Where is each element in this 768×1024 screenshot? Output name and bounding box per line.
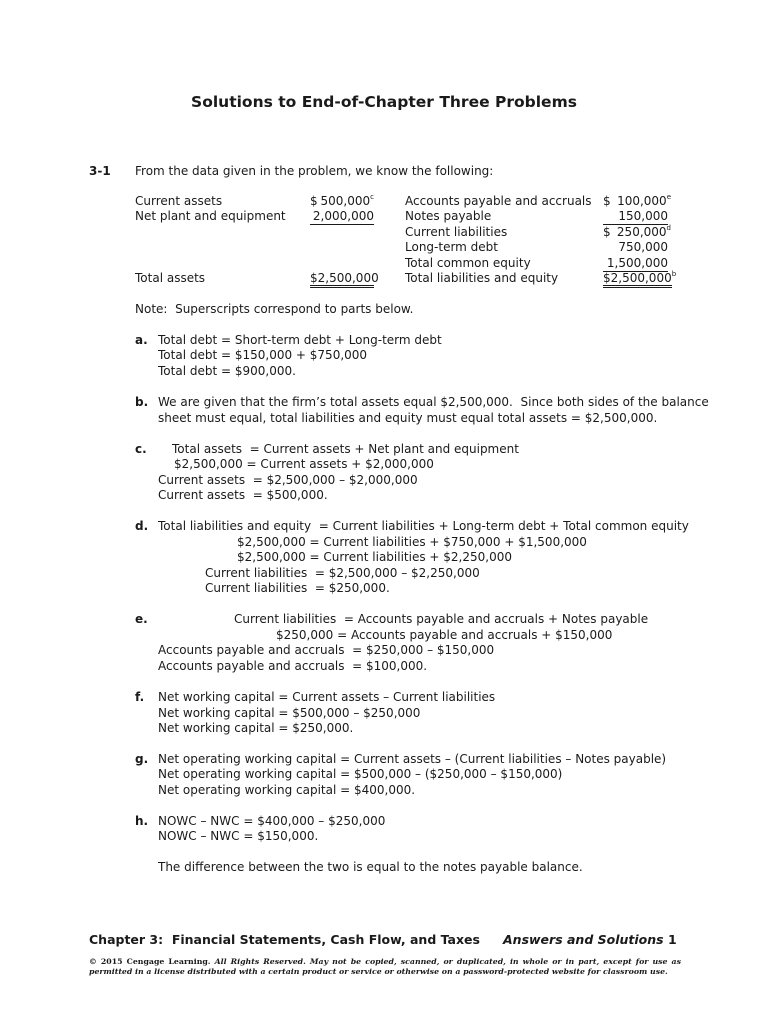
part-line: Total assets = Current assets + Net plant and equipment <box>172 442 519 456</box>
bs-right-value: 250,000$^d$ <box>616 224 671 239</box>
bs-superscript: c <box>370 193 374 201</box>
part-line: Total debt = $150,000 + $750,000 <box>158 348 368 362</box>
part-label: a. <box>135 333 148 347</box>
part-line: Net operating working capital = Current assets – (Current liabilities – Notes payable) <box>158 752 667 766</box>
bs-total-liabilities-value: $2,500,000$^b$ <box>603 271 671 286</box>
bs-right-label: Notes payable <box>405 209 492 223</box>
page-title: Solutions to End-of-Chapter Three Problems <box>191 93 577 111</box>
bs-total-assets-value: $2,500,000 <box>310 271 374 288</box>
bs-right-value: 1,500,000 <box>603 256 668 272</box>
part-line: Current assets = $500,000. <box>158 488 328 502</box>
part-line: We are given that the firm’s total assets equal $2,500,000. Since both sides of the balance <box>158 395 709 409</box>
part-line: Current liabilities = Accounts payable and accruals + Notes payable <box>234 612 649 626</box>
part-line: $250,000 = Accounts payable and accruals + $150,000 <box>276 628 613 642</box>
part-line: Net operating working capital = $400,000. <box>158 783 416 797</box>
bs-superscript: b <box>671 270 677 278</box>
bs-right-dollar: $ <box>603 225 611 239</box>
bs-superscript: d <box>666 224 671 232</box>
bs-left-dollar: $ <box>310 194 318 208</box>
part-line: Accounts payable and accruals = $100,000. <box>158 659 428 673</box>
part-conclusion: The difference between the two is equal to the notes payable balance. <box>158 860 583 874</box>
copyright-notice <box>89 957 681 977</box>
part-line: sheet must equal, total liabilities and equity must equal total assets = $2,500,000. <box>158 411 658 425</box>
bs-left-label: Net plant and equipment <box>135 209 286 223</box>
part-line: Total debt = Short-term debt + Long-term debt <box>158 333 442 347</box>
part-line: $2,500,000 = Current assets + $2,000,000 <box>174 457 434 471</box>
part-label: b. <box>135 395 149 409</box>
part-line: Total liabilities and equity = Current liabilities + Long-term debt + Total common equity <box>158 519 689 533</box>
part-line: Net working capital = $500,000 – $250,000 <box>158 706 421 720</box>
copyright-mark: © 2015 Cengage Learning. <box>89 957 211 966</box>
part-label: c. <box>135 442 147 456</box>
bs-superscript: e <box>666 193 671 201</box>
part-label: d. <box>135 519 149 533</box>
part-line: Net working capital = $250,000. <box>158 721 354 735</box>
problem-intro: From the data given in the problem, we know the following: <box>135 164 494 178</box>
bs-right-value: 100,000e <box>617 193 671 208</box>
bs-right-label: Current liabilities <box>405 225 508 239</box>
part-line: Total debt = $900,000. <box>158 364 296 378</box>
part-label: f. <box>135 690 145 704</box>
bs-right-value: 150,000 <box>603 209 668 225</box>
part-line: Accounts payable and accruals = $250,000 – $150,000 <box>158 643 495 657</box>
copyright-line <box>89 957 681 967</box>
part-line: $2,500,000 = Current liabilities + $750,000 + $1,500,000 <box>237 535 587 549</box>
footer-section: Answers and Solutions <box>503 932 664 947</box>
part-line: Current assets = $2,500,000 – $2,000,000 <box>158 473 418 487</box>
bs-right-label: Total common equity <box>405 256 531 270</box>
bs-right-label: Long-term debt <box>405 240 499 254</box>
bs-left-label: Total assets <box>135 271 206 285</box>
footer-page-number: 1 <box>668 932 677 947</box>
part-line: NOWC – NWC = $150,000. <box>158 829 319 843</box>
copyright-text: All Rights Reserved. May not be copied, scanned, or duplicated, in whole or in part, except for use as <box>214 957 681 966</box>
part-line: Net working capital = Current assets – Current liabilities <box>158 690 496 704</box>
part-line: Net operating working capital = $500,000 – ($250,000 – $150,000) <box>158 767 563 781</box>
part-label: g. <box>135 752 149 766</box>
part-label: e. <box>135 612 148 626</box>
part-line: Current liabilities = $2,500,000 – $2,250,000 <box>205 566 480 580</box>
bs-right-label: Total liabilities and equity <box>405 271 559 285</box>
note: Note: Superscripts correspond to parts below. <box>135 302 414 316</box>
copyright-line: permitted in a license distributed with a certain product or service or otherwise on a password-protected website for classroom use. <box>89 967 668 976</box>
part-line: Current liabilities = $250,000. <box>205 581 390 595</box>
bs-right-label: Accounts payable and accruals <box>405 194 592 208</box>
part-label: h. <box>135 814 149 828</box>
bs-left-value: 500,000$^c$ <box>320 193 374 208</box>
bs-left-value: 2,000,000 <box>310 209 374 225</box>
part-line: NOWC – NWC = $400,000 – $250,000 <box>158 814 386 828</box>
bs-right-value: 750,000 <box>618 240 668 254</box>
part-line: $2,500,000 = Current liabilities + $2,250,000 <box>237 550 512 564</box>
footer-chapter: Chapter 3: Financial Statements, Cash Flow, and Taxes <box>89 932 480 947</box>
bs-right-dollar: $ <box>603 194 611 208</box>
problem-number: 3-1 <box>89 164 111 178</box>
bs-left-label: Current assets <box>135 194 223 208</box>
